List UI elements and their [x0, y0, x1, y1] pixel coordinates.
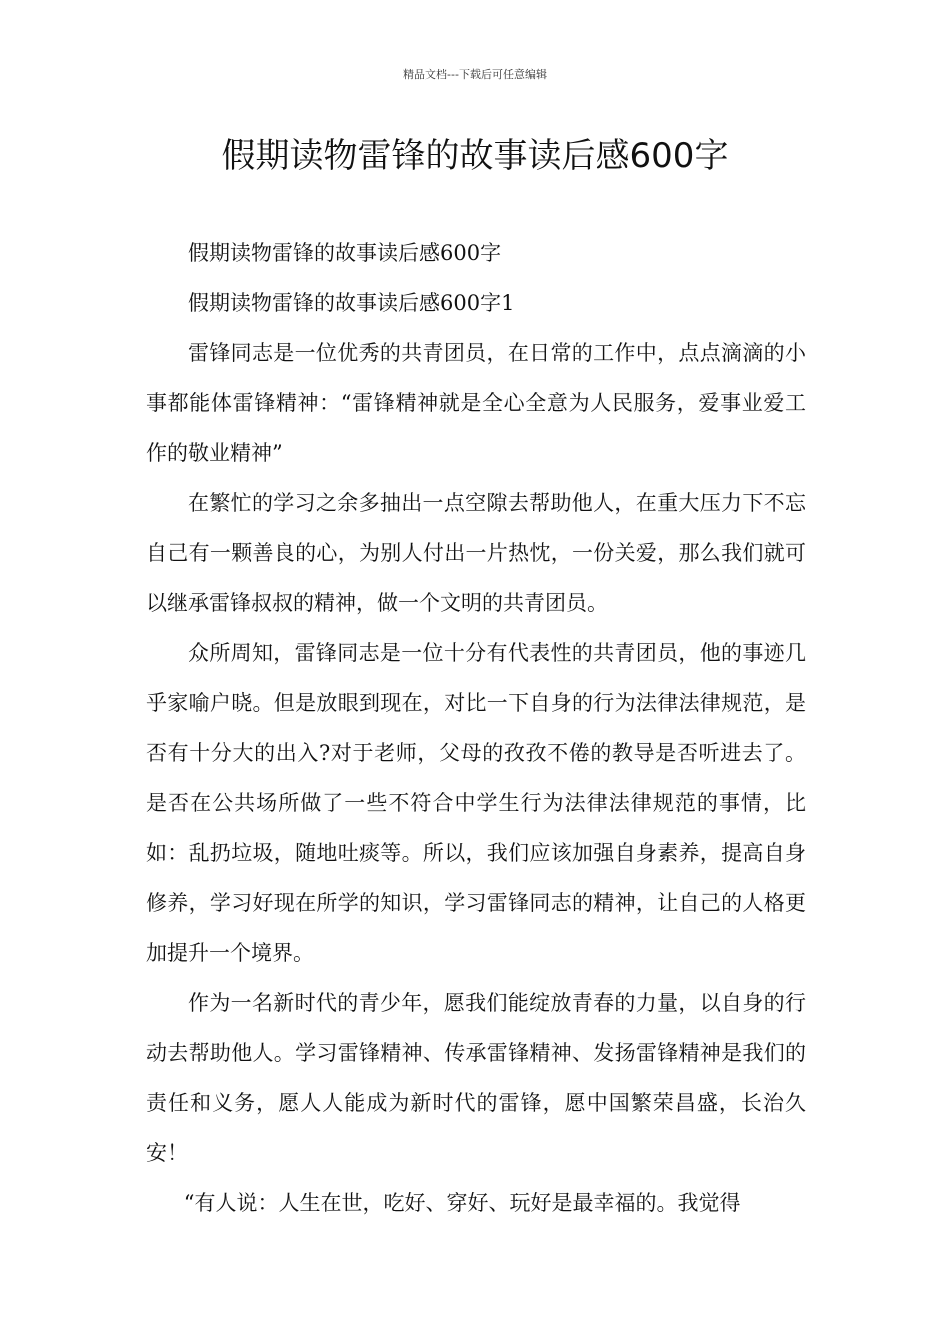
paragraph: 在繁忙的学习之余多抽出一点空隙去帮助他人，在重大压力下不忘自己有一颗善良的心，为别人付出一片热忱，一份关爱，那么我们就可以继承雷锋叔叔的精神，做一个文明的共青团员。 [146, 491, 806, 615]
document-body [146, 228, 806, 1228]
paragraph: 众所周知，雷锋同志是一位十分有代表性的共青团员，他的事迹几乎家喻户晓。但是放眼到现在，对比一下自身的行为法律法律规范，是否有十分大的出入?对于老师，父母的孜孜不倦的教导是否听进去了。是否在公共场所做了一些不符合中学生行为法律法律规范的事情，比如：乱扔垃圾，随地吐痰等。所以，我们应该加强自身素养，提高自身修养，学习好现在所学的知识，学习雷锋同志的精神，让自己的人格更加提升一个境界。 [146, 641, 806, 965]
paragraph-section-heading: 假期读物雷锋的故事读后感600字1 [188, 291, 515, 315]
header-note: 精品文档---下载后可任意编辑 [403, 68, 547, 81]
paragraph-subtitle: 假期读物雷锋的故事读后感600字 [188, 241, 502, 265]
paragraph: 雷锋同志是一位优秀的共青团员，在日常的工作中，点点滴滴的小事都能体雷锋精神：“雷锋精神就是全心全意为人民服务，爱事业爱工作的敬业精神” [146, 341, 806, 465]
paragraph: “有人说：人生在世，吃好、穿好、玩好是最幸福的。我觉得 [183, 1191, 741, 1215]
paragraph: 作为一名新时代的青少年，愿我们能绽放青春的力量，以自身的行动去帮助他人。学习雷锋精神、传承雷锋精神、发扬雷锋精神是我们的责任和义务，愿人人能成为新时代的雷锋，愿中国繁荣昌盛，长治久安！ [146, 991, 806, 1165]
document-title: 假期读物雷锋的故事读后感600字 [221, 136, 729, 176]
